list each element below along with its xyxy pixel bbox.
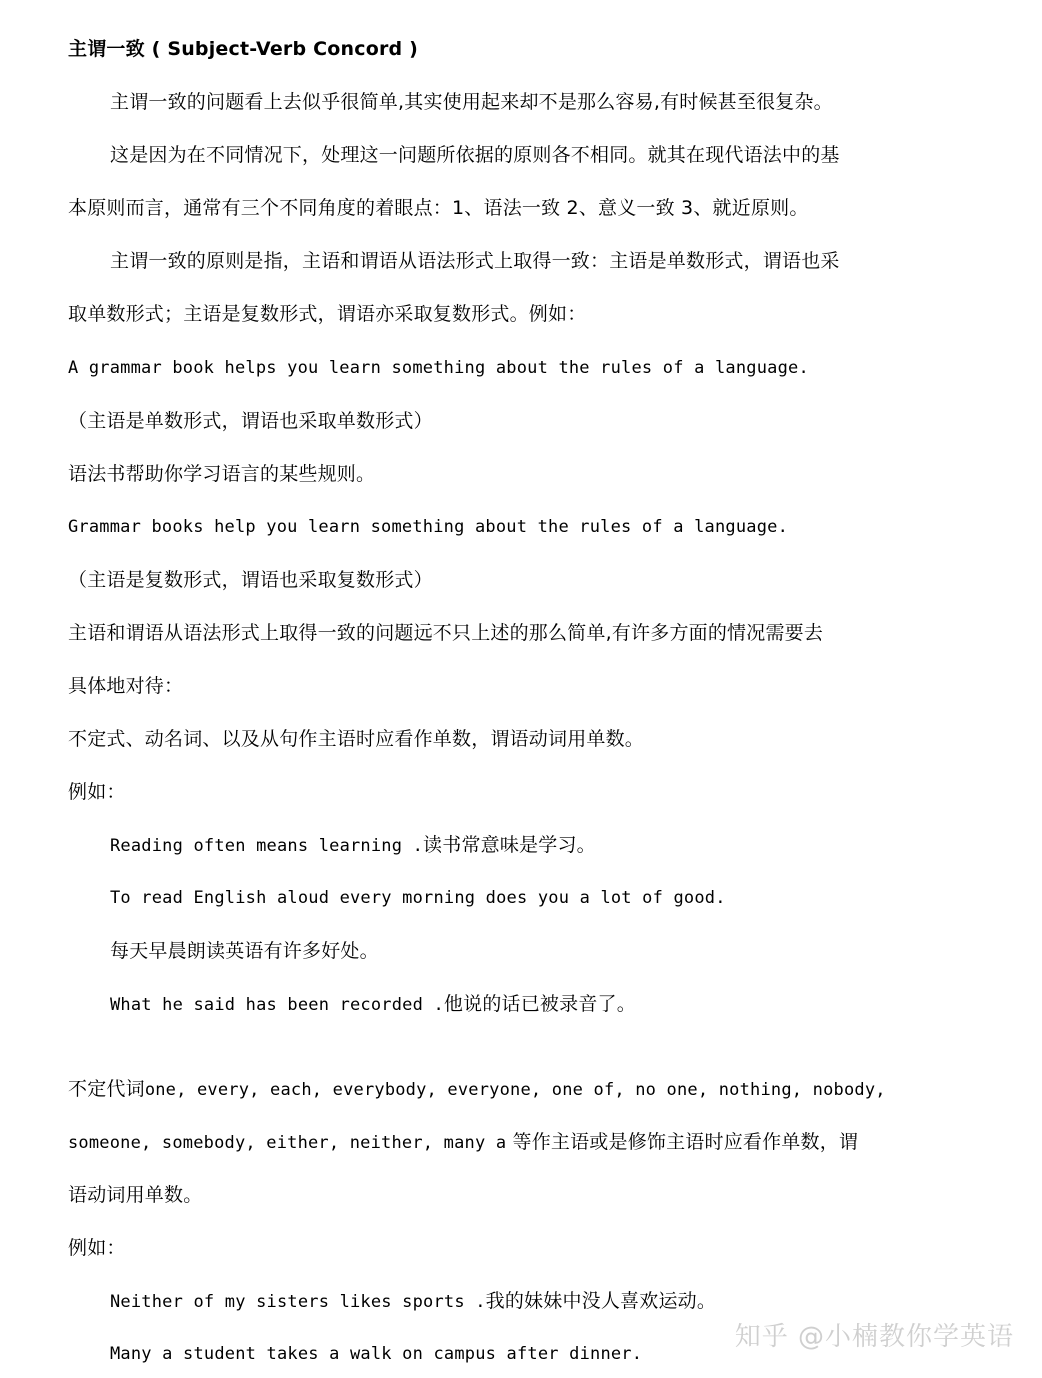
example-note: （主语是单数形式，谓语也采取单数形式） <box>68 410 433 432</box>
example-sentence-en: Reading often means learning . <box>110 836 424 856</box>
example-sentence-en: Neither of my sisters likes sports . <box>110 1292 486 1312</box>
example-label: 例如： <box>68 1237 126 1259</box>
example-item <box>110 991 1010 1018</box>
rule-text: 不定代词 <box>68 1078 145 1100</box>
watermark: 知乎 @小楠教你学英语 <box>734 1322 1014 1352</box>
paragraph-line: 本原则而言，通常有三个不同角度的着眼点：1、语法一致 2、意义一致 3、就近原则。 <box>68 197 809 219</box>
example-translation: 读书常意味是学习。 <box>423 834 596 856</box>
example-sentence-en: A grammar book helps you learn something about the rules of a language. <box>68 358 809 378</box>
example-sentence-en: What he said has been recorded . <box>110 995 444 1015</box>
paragraph-line: 取单数形式；主语是复数形式，谓语亦采取复数形式。例如： <box>68 303 587 325</box>
paragraph-line: 主谓一致的问题看上去似乎很简单,其实使用起来却不是那么容易,有时候甚至很复杂。 <box>110 91 833 113</box>
example-note: （主语是复数形式，谓语也采取复数形式） <box>68 569 433 591</box>
paragraph-line: 主语和谓语从语法形式上取得一致的问题远不只上述的那么简单,有许多方面的情况需要去 <box>68 622 824 644</box>
rule-statement <box>68 1076 968 1103</box>
paragraph-line: 主谓一致的原则是指，主语和谓语从语法形式上取得一致：主语是单数形式，谓语也采 <box>110 250 840 272</box>
pronoun-list: someone, somebody, either, neither, many a <box>68 1133 507 1153</box>
example-translation: 每天早晨朗读英语有许多好处。 <box>110 940 379 962</box>
example-translation: 我的妹妹中没人喜欢运动。 <box>485 1290 717 1312</box>
document-title: 主谓一致 ( Subject-Verb Concord ) <box>68 38 419 60</box>
example-label: 例如： <box>68 781 126 803</box>
paragraph-line: 这是因为在不同情况下，处理这一问题所依据的原则各不相同。就其在现代语法中的基 <box>110 144 840 166</box>
paragraph-line: 具体地对待： <box>68 675 184 697</box>
rule-text: 等作主语或是修饰主语时应看作单数，谓 <box>506 1131 859 1153</box>
example-sentence-en: To read English aloud every morning does you a lot of good. <box>110 888 726 908</box>
example-sentence-en: Grammar books help you learn something about the rules of a language. <box>68 517 789 537</box>
example-translation: 语法书帮助你学习语言的某些规则。 <box>68 463 376 485</box>
example-item <box>110 1288 1010 1315</box>
rule-statement <box>68 1129 968 1156</box>
example-item <box>110 832 1010 859</box>
example-translation: 他说的话已被录音了。 <box>443 993 636 1015</box>
rule-statement: 不定式、动名词、以及从句作主语时应看作单数，谓语动词用单数。 <box>68 728 645 750</box>
example-sentence-en: Many a student takes a walk on campus after dinner. <box>110 1344 643 1364</box>
rule-statement: 语动词用单数。 <box>68 1184 203 1206</box>
pronoun-list: one, every, each, everybody, everyone, one of, no one, nothing, nobody, <box>144 1080 886 1100</box>
